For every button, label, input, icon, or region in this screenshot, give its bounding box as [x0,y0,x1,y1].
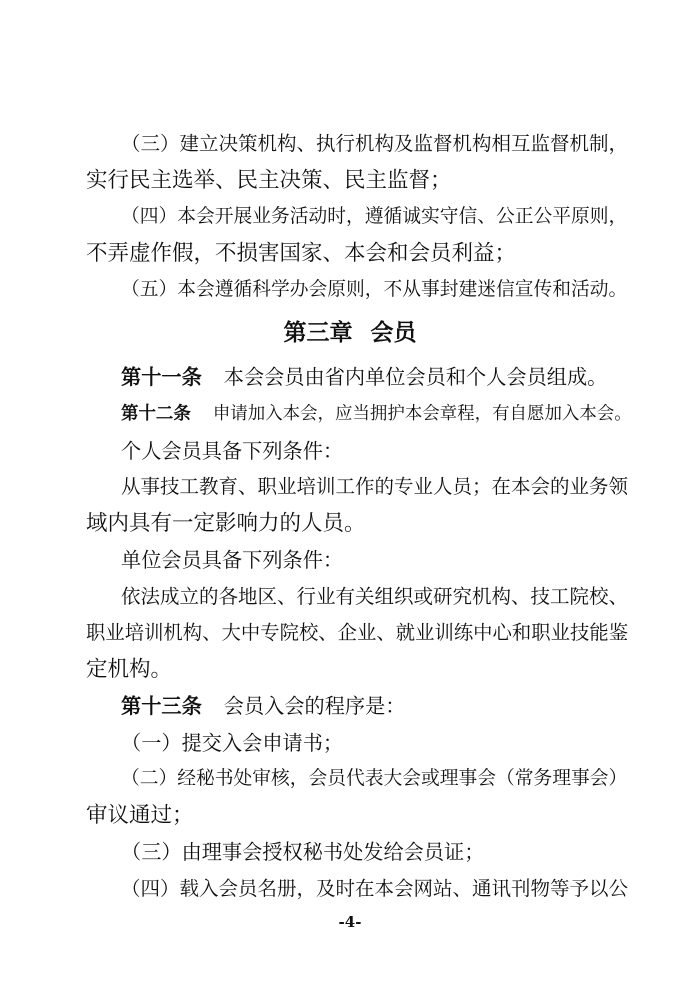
paragraph-line: 域内具有一定影响力的人员。 [86,511,366,536]
article-label: 第十二条 [121,404,191,424]
procedure-step: （三）由理事会授权秘书处发给会员证； [121,840,485,864]
paragraph-line: 依法成立的各地区、行业有关组织或研究机构、技工院校、 [121,585,629,608]
individual-heading: 个人会员具备下列条件： [121,439,344,463]
paragraph-line: （五）本会遵循科学办会原则，不从事封建迷信宣传和活动。 [121,279,628,300]
paragraph-line: （四）本会开展业务活动时，遵循诚实守信、公正公平原则， [121,206,628,227]
procedure-step: （四）载入会员名册，及时在本会网站、通讯刊物等予以公 [121,877,629,900]
page-number: -4- [338,913,362,931]
article-text: 申请加入本会，应当拥护本会章程，有自愿加入本会。 [212,404,632,424]
procedure-step: （二）经秘书处审核，会员代表大会或理事会（常务理事会） [121,768,628,789]
paragraph-line: 不弄虚作假，不损害国家、本会和会员利益； [86,241,517,266]
article-label: 第十三条 [121,694,202,718]
article-text: 本会会员由省内单位会员和个人会员组成。 [223,365,608,389]
paragraph-line: 从事技工教育、职业培训工作的专业人员；在本会的业务领 [121,475,629,498]
paragraph-line: 实行民主选举、民主决策、民主监督； [86,168,452,193]
chapter-title: 第三章 会员 [283,319,417,346]
unit-heading: 单位会员具备下列条件： [121,548,344,572]
paragraph-line: （三）建立决策机构、执行机构及监督机构相互监督机制， [121,132,629,155]
procedure-step: 审议通过； [86,803,194,828]
article-text: 会员入会的程序是： [223,694,406,718]
article-13 [121,692,661,720]
article-11 [121,363,661,391]
paragraph-line: 职业培训机构、大中专院校、企业、就业训练中心和职业技能鉴 [86,621,629,644]
procedure-step: （一）提交入会申请书； [121,731,344,755]
article-12 [121,400,661,428]
paragraph-line: 定机构。 [86,657,173,682]
article-label: 第十一条 [121,365,202,389]
